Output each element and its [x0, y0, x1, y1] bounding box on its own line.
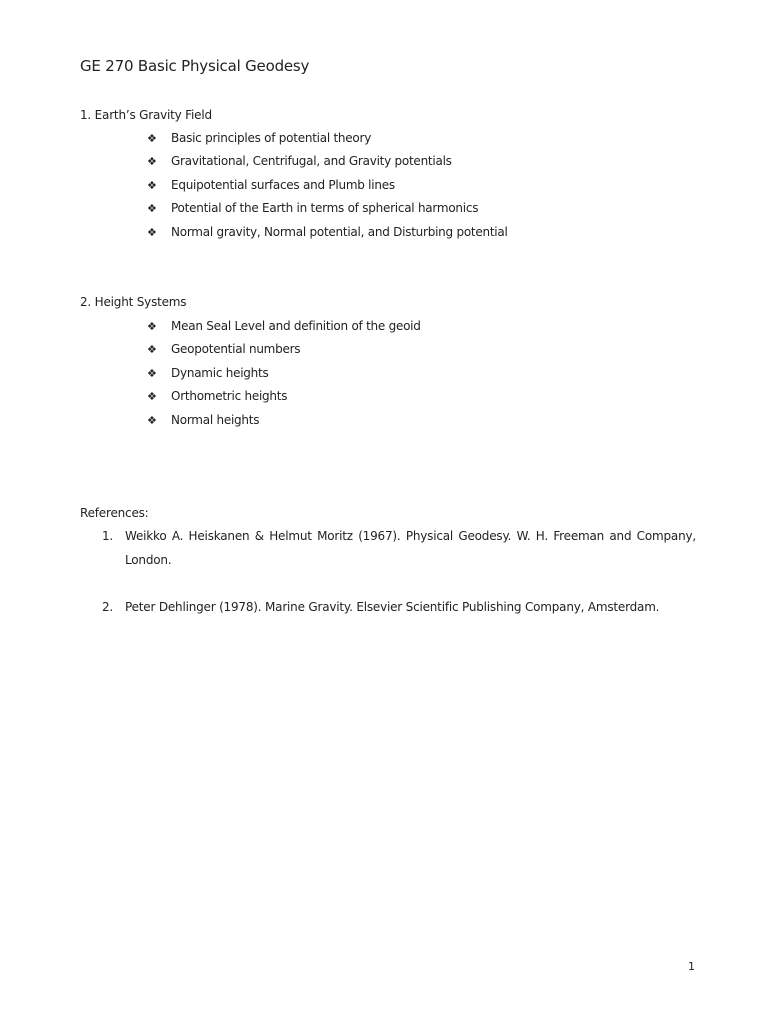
list-item	[147, 388, 421, 411]
list-item	[147, 153, 508, 176]
list-item-text: Dynamic heights	[171, 365, 269, 380]
list-item-text: Equipotential surfaces and Plumb lines	[171, 177, 395, 192]
section-heading-height-systems: 2. Height Systems	[80, 295, 187, 309]
list-item	[147, 177, 508, 200]
reference-number: 2.	[102, 600, 114, 614]
reference-number: 1.	[102, 529, 114, 543]
list-item-text: Basic principles of potential theory	[171, 131, 372, 145]
list-item-text: Potential of the Earth in terms of spherical harmonics	[171, 201, 479, 216]
list-item	[147, 412, 421, 435]
height-systems-topic-list	[147, 318, 421, 435]
document-title: GE 270 Basic Physical Geodesy	[80, 57, 310, 75]
references-heading: References:	[80, 506, 149, 520]
list-item-text: Mean Seal Level and definition of the geoid	[171, 319, 421, 333]
list-item	[147, 341, 421, 364]
list-item-text: Gravitational, Centrifugal, and Gravity potentials	[171, 154, 452, 169]
diamond-bullet-icon: ❖	[147, 390, 157, 404]
list-item	[147, 365, 421, 388]
diamond-bullet-icon: ❖	[147, 155, 157, 169]
list-item	[147, 318, 421, 341]
list-item	[147, 200, 508, 223]
reference-item	[80, 595, 696, 619]
reference-item	[80, 524, 696, 572]
page-number: 1	[688, 960, 695, 973]
diamond-bullet-icon: ❖	[147, 202, 157, 216]
diamond-bullet-icon: ❖	[147, 178, 157, 192]
gravity-field-topic-list	[147, 130, 508, 247]
list-item-text: Orthometric heights	[171, 389, 288, 404]
list-item-text: Normal heights	[171, 412, 260, 427]
diamond-bullet-icon: ❖	[147, 320, 157, 333]
diamond-bullet-icon: ❖	[147, 132, 157, 145]
list-item-text: Geopotential numbers	[171, 342, 301, 357]
reference-text: Peter Dehlinger (1978). Marine Gravity. Elsevier Scientific Publishing Company, Amsterdam.	[125, 600, 660, 614]
list-item	[147, 224, 508, 247]
diamond-bullet-icon: ❖	[147, 413, 157, 427]
diamond-bullet-icon: ❖	[147, 343, 157, 357]
list-item	[147, 130, 508, 153]
section-heading-gravity-field: 1. Earth’s Gravity Field	[80, 108, 212, 122]
reference-text: Weikko A. Heiskanen & Helmut Moritz (1967). Physical Geodesy. W. H. Freeman and Company, London.	[125, 529, 696, 567]
diamond-bullet-icon: ❖	[147, 225, 157, 239]
list-item-text: Normal gravity, Normal potential, and Disturbing potential	[171, 224, 508, 239]
diamond-bullet-icon: ❖	[147, 366, 157, 380]
